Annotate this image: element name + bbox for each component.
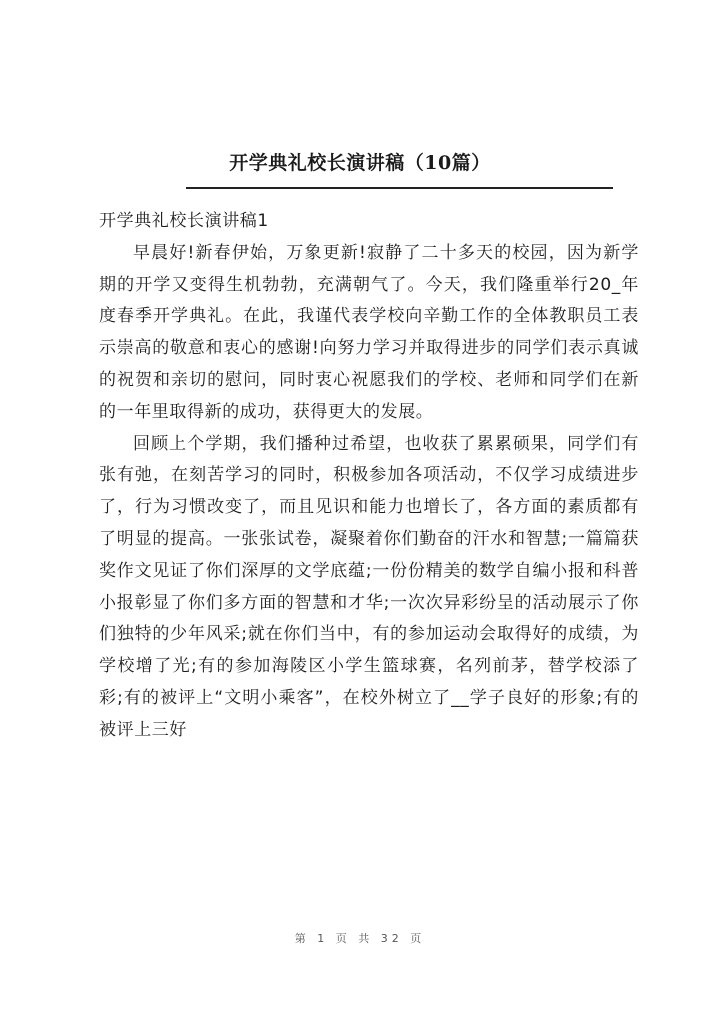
paragraph-2: 回顾上个学期，我们播种过希望，也收获了累累硕果，同学们有张有弛，在刻苦学习的同时，积极参加各项活动，不仅学习成绩进步了，行为习惯改变了，而且见识和能力也增长了，各方面的素质都有了明显的提高。一张张试卷，凝聚着你们勤奋的汗水和智慧;一篇篇获奖作文见证了你们深厚的文学底蕴;一份份精美的数学自编小报和科普小报彰显了你们多方面的智慧和才华;一次次异彩纷呈的活动展示了你们独特的少年风采;就在你们当中，有的参加运动会取得好的成绩，为学校增了光;有的参加海陵区小学生篮球赛，名列前茅，替学校添了彩;有的被评上“文明小乘客”，在校外树立了__学子良好的形象;有的被评上三好 [99,433,639,740]
document-body [99,206,639,747]
document-title: 开学典礼校长演讲稿（10篇） [229,152,491,174]
section-heading: 开学典礼校长演讲稿1 [99,211,269,231]
page-number-footer: 第 1 页 共 32 页 [294,932,426,945]
paragraph-1: 早晨好!新春伊始，万象更新!寂静了二十多天的校园，因为新学期的开学又变得生机勃勃，充满朝气了。今天，我们隆重举行20_年度春季开学典礼。在此，我谨代表学校向辛勤工作的全体教职员工表示崇高的敬意和衷心的感谢!向努力学习并取得进步的同学们表示真诚的祝贺和亲切的慰问，同时衷心祝愿我们的学校、老师和同学们在新的一年里取得新的成功，获得更大的发展。 [99,242,639,422]
title-divider [186,187,613,189]
